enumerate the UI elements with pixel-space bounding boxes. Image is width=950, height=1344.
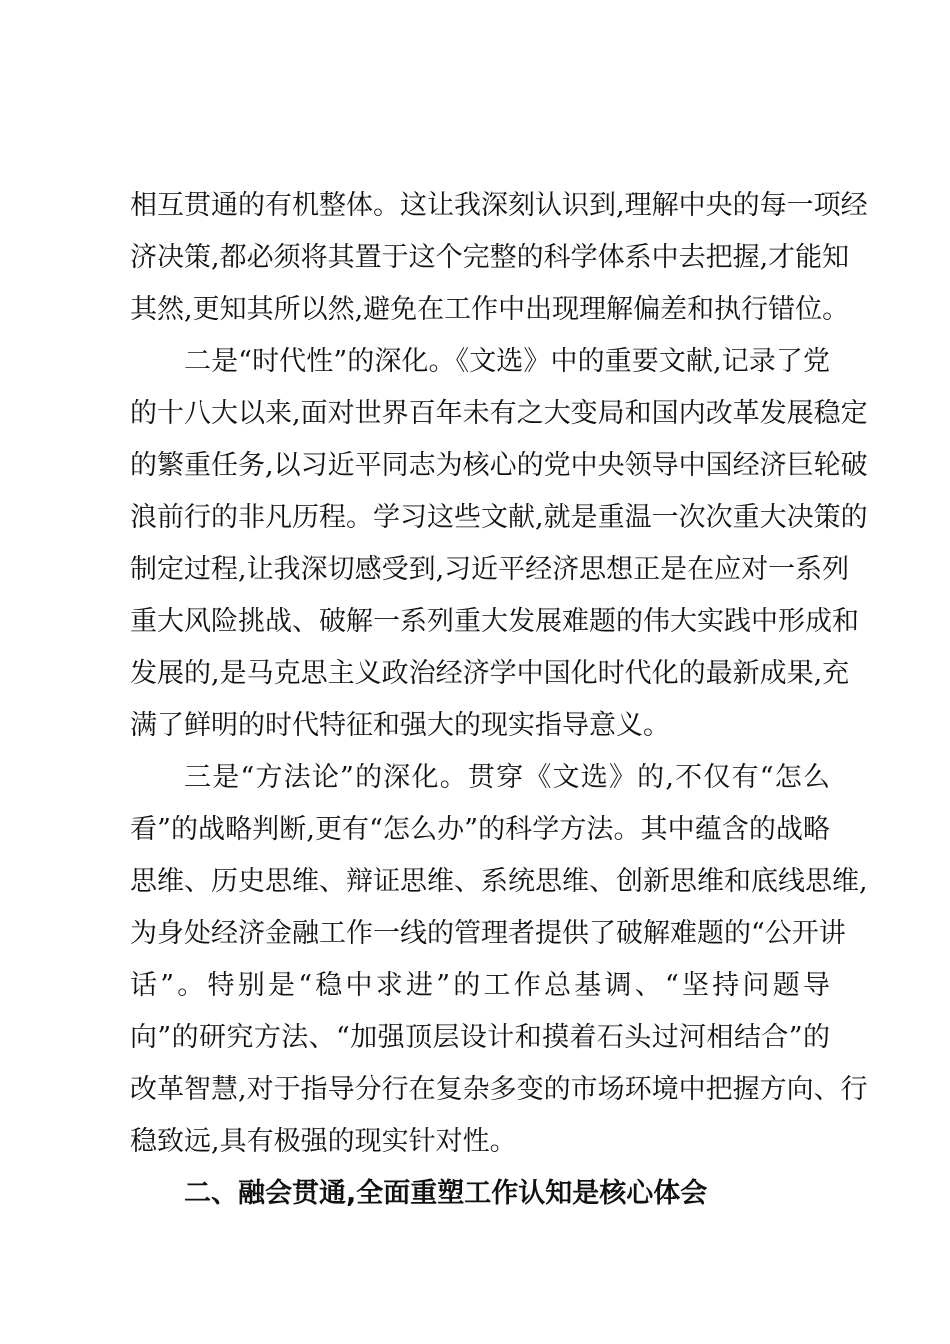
paragraph-line: 为身处经济金融工作一线的管理者提供了破解难题的“公开讲 [130, 918, 846, 949]
paragraph-line: 的繁重任务,以习近平同志为核心的党中央领导中国经济巨轮破 [130, 450, 868, 481]
paragraph-line: 三是“方法论”的深化。贯穿《文选》的,不仅有“怎么 [184, 762, 830, 793]
paragraph-line: 重大风险挑战、破解一系列重大发展难题的伟大实践中形成和 [130, 606, 859, 637]
paragraph-line: 济决策,都必须将其置于这个完整的科学体系中去把握,才能知 [130, 242, 850, 273]
paragraph-line: 的十八大以来,面对世界百年未有之大变局和国内改革发展稳定 [130, 398, 868, 429]
paragraph-line: 二是“时代性”的深化。《文选》中的重要文献,记录了党 [184, 346, 830, 377]
paragraph-line: 满了鲜明的时代特征和强大的现实指导意义。 [130, 710, 670, 741]
paragraph-line: 发展的,是马克思主义政治经济学中国化时代化的最新成果,充 [130, 658, 850, 689]
paragraph-line: 看”的战略判断,更有“怎么办”的科学方法。其中蕴含的战略 [130, 814, 830, 845]
paragraph-line: 改革智慧,对于指导分行在复杂多变的市场环境中把握方向、行 [130, 1074, 868, 1105]
paragraph-line: 稳致远,具有极强的现实针对性。 [130, 1126, 517, 1157]
paragraph-line: 思维、历史思维、辩证思维、系统思维、创新思维和底线思维, [130, 866, 868, 897]
section-heading: 二、融会贯通,全面重塑工作认知是核心体会 [184, 1178, 708, 1209]
paragraph-line: 浪前行的非凡历程。学习这些文献,就是重温一次次重大决策的 [130, 502, 868, 533]
paragraph-line: 其然,更知其所以然,避免在工作中出现理解偏差和执行错位。 [130, 294, 850, 325]
paragraph-line: 相互贯通的有机整体。这让我深刻认识到,理解中央的每一项经 [130, 190, 868, 221]
paragraph-line: 向”的研究方法、“加强顶层设计和摸着石头过河相结合”的 [130, 1022, 830, 1053]
paragraph-line: 话”。特别是“稳中求进”的工作总基调、“坚持问题导 [130, 970, 830, 1001]
paragraph-line: 制定过程,让我深切感受到,习近平经济思想正是在应对一系列 [130, 554, 850, 585]
